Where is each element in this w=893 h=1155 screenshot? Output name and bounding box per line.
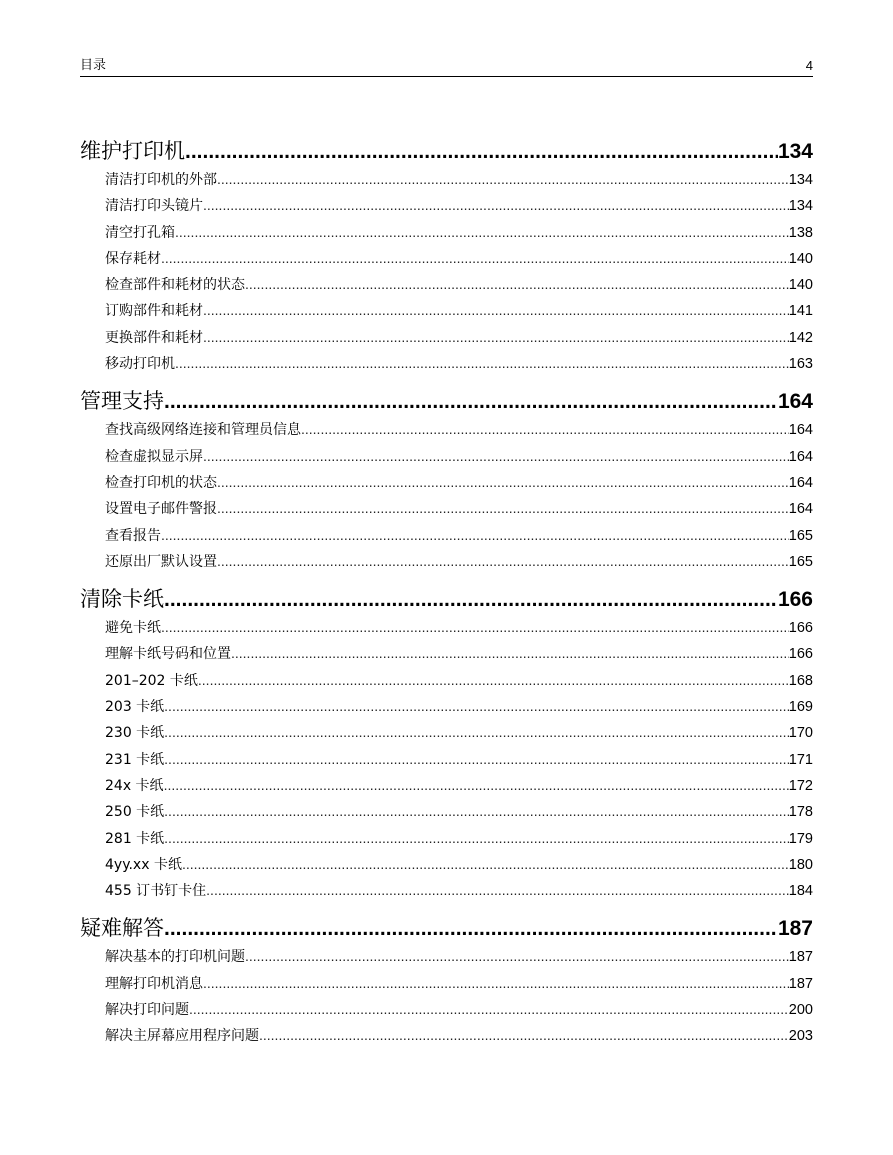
entry-page-number: 179 — [788, 830, 813, 847]
entry-title: 移动打印机 — [105, 356, 175, 373]
toc-chapter-link[interactable] — [80, 387, 813, 416]
toc-entry-link[interactable] — [80, 640, 813, 666]
entry-page-number: 178 — [788, 804, 813, 821]
entry-page-number: 134 — [788, 198, 813, 215]
toc-entry-link[interactable] — [80, 324, 813, 350]
dot-leader — [203, 192, 789, 218]
dot-leader — [164, 798, 789, 824]
dot-leader — [203, 324, 789, 350]
entry-title: 还原出厂默认设置 — [105, 553, 217, 570]
dot-leader — [161, 614, 789, 640]
dot-leader — [259, 1022, 789, 1048]
entry-title: 231 卡纸 — [105, 751, 165, 768]
chapter-title: 维护打印机 — [80, 139, 185, 163]
dot-leader — [203, 443, 789, 469]
toc-chapter-link[interactable] — [80, 914, 813, 943]
toc-entry-link[interactable] — [80, 614, 813, 640]
entry-page-number: 200 — [788, 1002, 813, 1019]
entry-title: 理解卡纸号码和位置 — [105, 646, 231, 663]
entry-page-number: 164 — [788, 448, 813, 465]
entry-title: 查看报告 — [105, 527, 161, 544]
dot-leader — [164, 693, 789, 719]
chapter-page-number: 187 — [777, 917, 813, 941]
toc-entry-link[interactable] — [80, 548, 813, 574]
entry-page-number: 170 — [788, 725, 813, 742]
entry-page-number: 141 — [788, 303, 813, 320]
dot-leader — [161, 522, 789, 548]
dot-leader — [245, 943, 789, 969]
dot-leader — [175, 219, 789, 245]
dot-leader — [301, 416, 789, 442]
toc-entry-link[interactable] — [80, 416, 813, 442]
toc-section — [80, 585, 813, 903]
header-page-number: 4 — [805, 58, 813, 73]
entry-page-number: 165 — [788, 553, 813, 570]
dot-leader — [164, 914, 778, 943]
entry-page-number: 169 — [788, 699, 813, 716]
toc-section — [80, 387, 813, 574]
dot-leader — [245, 271, 789, 297]
entry-title: 250 卡纸 — [105, 804, 165, 821]
toc-entry-link[interactable] — [80, 271, 813, 297]
entry-page-number: 187 — [788, 975, 813, 992]
chapter-title: 疑难解答 — [80, 916, 164, 941]
toc-section — [80, 137, 813, 376]
entry-title: 检查打印机的状态 — [105, 474, 217, 491]
entry-title: 设置电子邮件警报 — [105, 501, 217, 518]
dot-leader — [217, 166, 789, 192]
dot-leader — [203, 297, 789, 323]
entry-title: 解决主屏幕应用程序问题 — [105, 1028, 259, 1045]
entry-page-number: 184 — [788, 883, 813, 900]
entry-page-number: 163 — [788, 356, 813, 373]
entry-title: 230 卡纸 — [105, 725, 165, 742]
toc-entry-link[interactable] — [80, 469, 813, 495]
toc-entry-link[interactable] — [80, 772, 813, 798]
entry-title: 4yy.xx 卡纸 — [105, 856, 182, 873]
entry-title: 避免卡纸 — [105, 620, 161, 637]
entry-title: 检查虚拟显示屏 — [105, 448, 203, 465]
toc-entry-link[interactable] — [80, 166, 813, 192]
toc-entry-link[interactable] — [80, 825, 813, 851]
toc-chapter-link[interactable] — [80, 585, 813, 614]
dot-leader — [217, 469, 789, 495]
dot-leader — [164, 746, 789, 772]
header-title: 目录 — [80, 58, 107, 73]
entry-page-number: 164 — [788, 501, 813, 518]
entry-title: 24x 卡纸 — [105, 777, 164, 794]
toc-entry-link[interactable] — [80, 245, 813, 271]
dot-leader — [217, 548, 789, 574]
toc-entry-link[interactable] — [80, 495, 813, 521]
entry-page-number: 164 — [788, 422, 813, 439]
toc-entry-link[interactable] — [80, 746, 813, 772]
toc-entry-link[interactable] — [80, 943, 813, 969]
dot-leader — [164, 585, 778, 614]
entry-title: 更换部件和耗材 — [105, 329, 203, 346]
dot-leader — [206, 877, 789, 903]
toc-entry-link[interactable] — [80, 297, 813, 323]
chapter-page-number: 166 — [777, 588, 813, 612]
entry-title: 保存耗材 — [105, 250, 161, 267]
dot-leader — [203, 970, 789, 996]
dot-leader — [161, 245, 789, 271]
dot-leader — [198, 667, 789, 693]
entry-title: 解决基本的打印机问题 — [105, 949, 245, 966]
entry-title: 清空打孔箱 — [105, 224, 175, 241]
entry-page-number: 187 — [788, 949, 813, 966]
toc-chapter-link[interactable] — [80, 137, 813, 166]
chapter-page-number: 134 — [777, 140, 813, 163]
entry-page-number: 165 — [788, 527, 813, 544]
entry-page-number: 166 — [788, 620, 813, 637]
toc-entry-link[interactable] — [80, 1022, 813, 1048]
dot-leader — [217, 495, 789, 521]
dot-leader — [231, 640, 789, 666]
chapter-page-number: 164 — [777, 390, 813, 414]
entry-page-number: 171 — [788, 751, 813, 768]
toc-section — [80, 914, 813, 1048]
entry-title: 理解打印机消息 — [105, 975, 203, 992]
toc-entry-link[interactable] — [80, 719, 813, 745]
dot-leader — [189, 996, 789, 1022]
entry-page-number: 168 — [788, 672, 813, 689]
entry-page-number: 140 — [788, 250, 813, 267]
page-header — [80, 58, 813, 77]
dot-leader — [164, 772, 789, 798]
toc-entry-link[interactable] — [80, 667, 813, 693]
entry-title: 455 订书钉卡住 — [105, 883, 207, 900]
toc-entry-link[interactable] — [80, 877, 813, 903]
toc-entry-link[interactable] — [80, 798, 813, 824]
entry-page-number: 164 — [788, 474, 813, 491]
dot-leader — [182, 851, 789, 877]
toc-entry-link[interactable] — [80, 996, 813, 1022]
toc-entry-link[interactable] — [80, 192, 813, 218]
entry-page-number: 203 — [788, 1028, 813, 1045]
toc-entry-link[interactable] — [80, 522, 813, 548]
toc-entry-link[interactable] — [80, 851, 813, 877]
entry-page-number: 180 — [788, 856, 813, 873]
entry-page-number: 172 — [788, 777, 813, 794]
entry-title: 281 卡纸 — [105, 830, 165, 847]
toc-entry-link[interactable] — [80, 219, 813, 245]
dot-leader — [164, 387, 778, 416]
dot-leader — [175, 350, 789, 376]
toc-entry-link[interactable] — [80, 970, 813, 996]
entry-page-number: 134 — [788, 172, 813, 188]
dot-leader — [185, 137, 778, 166]
toc-entry-link[interactable] — [80, 693, 813, 719]
entry-page-number: 166 — [788, 646, 813, 663]
dot-leader — [164, 825, 789, 851]
chapter-title: 管理支持 — [80, 389, 164, 414]
entry-title: 清洁打印头镜片 — [105, 198, 203, 215]
entry-title: 解决打印问题 — [105, 1002, 189, 1019]
entry-title: 查找高级网络连接和管理员信息 — [105, 422, 301, 439]
toc-entry-link[interactable] — [80, 350, 813, 376]
entry-page-number: 142 — [788, 329, 813, 346]
table-of-contents — [80, 137, 813, 1060]
entry-title: 203 卡纸 — [105, 699, 165, 716]
entry-page-number: 140 — [788, 277, 813, 294]
entry-title: 检查部件和耗材的状态 — [105, 277, 245, 294]
entry-title: 清洁打印机的外部 — [105, 172, 217, 188]
entry-title: 订购部件和耗材 — [105, 303, 203, 320]
toc-entry-link[interactable] — [80, 443, 813, 469]
dot-leader — [164, 719, 789, 745]
entry-title: 201–202 卡纸 — [105, 672, 198, 689]
chapter-title: 清除卡纸 — [80, 587, 164, 612]
entry-page-number: 138 — [788, 224, 813, 241]
